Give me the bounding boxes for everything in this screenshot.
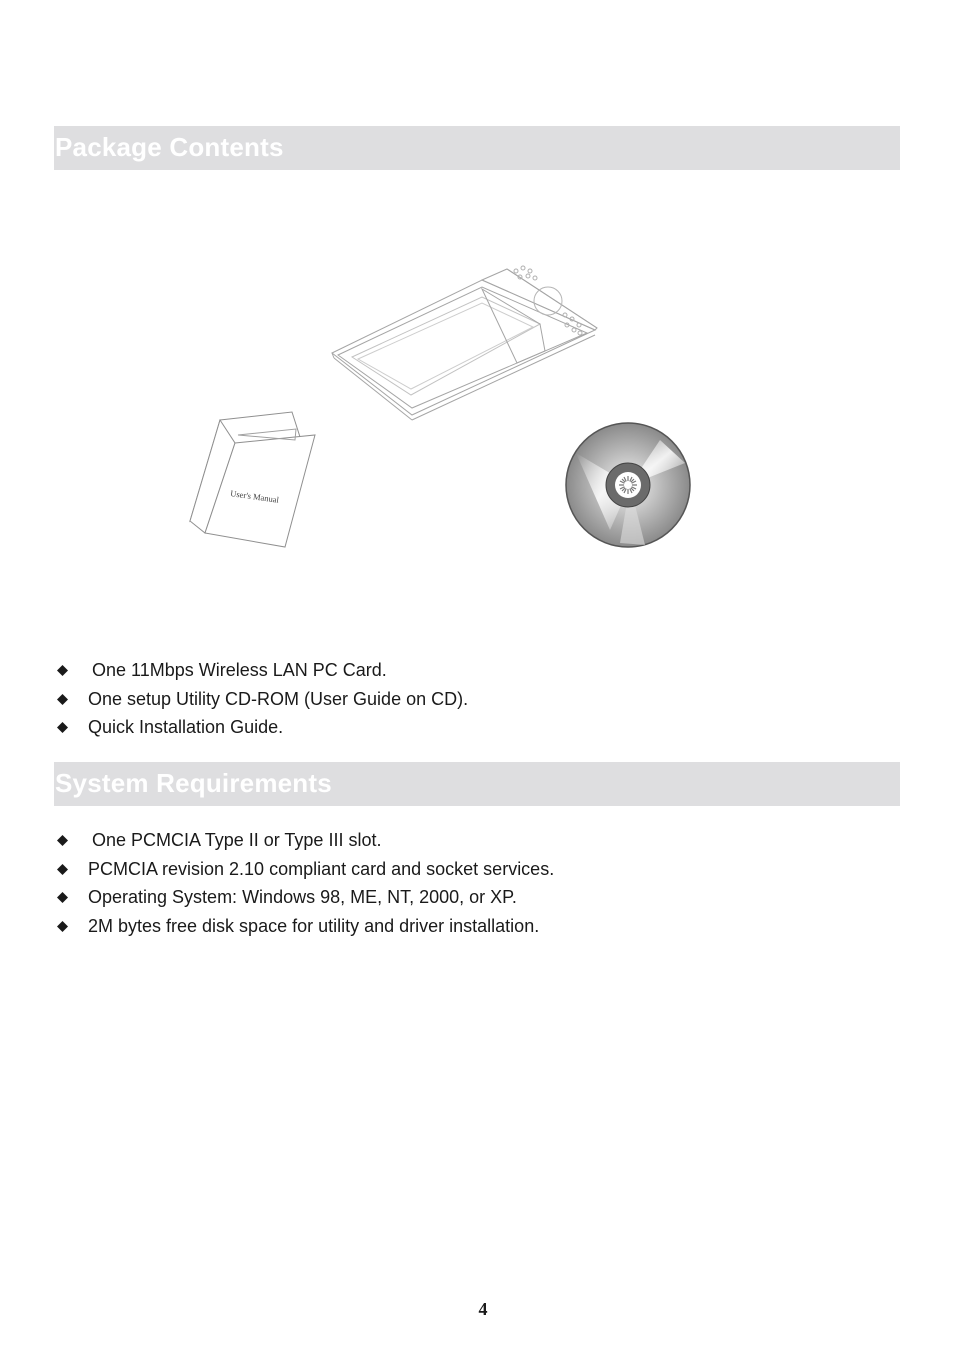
- package-contents-illustration: [70, 245, 870, 595]
- diamond-bullet-icon: [57, 864, 68, 875]
- diamond-bullet-icon: [57, 722, 68, 733]
- pc-card-icon: [332, 266, 597, 420]
- users-manual-label: User's Manual: [229, 488, 280, 505]
- diamond-bullet-icon: [57, 665, 68, 676]
- package-contents-title: Package Contents: [55, 132, 284, 162]
- diamond-bullet-icon: [57, 694, 68, 705]
- list-item-text: 2M bytes free disk space for utility and driver installation.: [88, 916, 540, 937]
- list-item-text: Operating System: Windows 98, ME, NT, 2000, or XP.: [88, 887, 517, 908]
- list-item-text: Quick Installation Guide.: [88, 717, 284, 738]
- diamond-bullet-icon: [57, 921, 68, 932]
- list-item-text: One 11Mbps Wireless LAN PC Card.: [92, 660, 387, 680]
- users-manual-icon: [190, 412, 315, 547]
- list-item-text: One PCMCIA Type II or Type III slot.: [92, 830, 382, 850]
- list-item-text: One setup Utility CD-ROM (User Guide on CD).: [88, 688, 469, 709]
- cd-rom-icon: [566, 423, 690, 547]
- diamond-bullet-icon: [57, 892, 68, 903]
- system-requirements-header: [54, 762, 900, 806]
- package-contents-header: [54, 126, 900, 170]
- system-requirements-title: System Requirements: [55, 768, 332, 798]
- list-item-text: PCMCIA revision 2.10 compliant card and socket services.: [88, 858, 555, 879]
- page-number: 4: [478, 1299, 488, 1319]
- diamond-bullet-icon: [57, 835, 68, 846]
